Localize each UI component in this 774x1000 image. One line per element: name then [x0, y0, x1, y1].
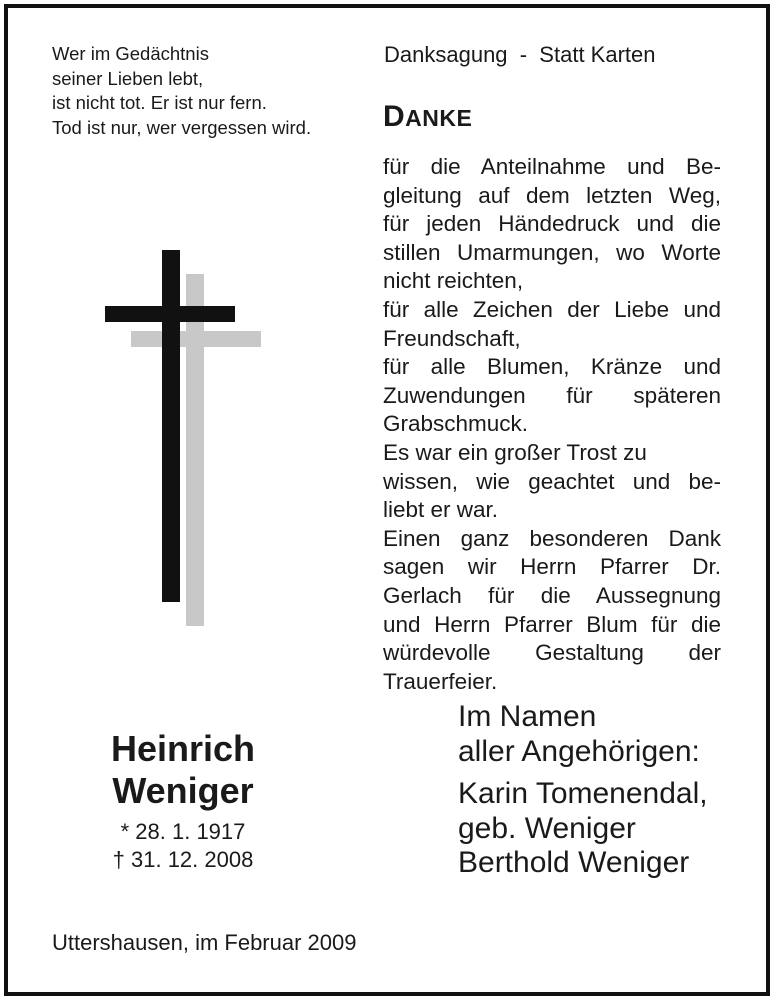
poem-line: seiner Lieben lebt,: [52, 67, 204, 89]
signature-line1: Im Namen: [458, 700, 597, 733]
signature-name: Berthold Weniger: [458, 846, 690, 879]
thanks-line: stillen Umarmungen, wo Worte: [383, 239, 721, 265]
thanks-line: für alle Blumen, Kränze und: [383, 354, 721, 380]
life-dates: [60, 818, 306, 874]
thanks-line: für alle Zeichen der Liebe und: [383, 296, 721, 322]
thanks-line: gleitung auf dem letzten Weg,: [383, 182, 721, 208]
thanks-line: für die Anteilnahme und Be-: [383, 154, 721, 179]
signature-block: [458, 700, 708, 881]
thanks-text: [383, 153, 721, 696]
thanks-line: liebt er war.: [383, 497, 499, 523]
danke-heading-rest: ANKE: [405, 105, 473, 131]
thanks-line: Einen ganz besonderen Dank: [383, 525, 721, 551]
memorial-poem: [52, 42, 311, 140]
place-date: Uttershausen, im Februar 2009: [52, 930, 357, 955]
shadow-cross-vertical: [186, 274, 204, 626]
signature-name: geb. Weniger: [458, 811, 636, 845]
thanks-line: würdevolle Gestaltung der: [383, 640, 721, 666]
thanks-line: Freundschaft,: [383, 325, 521, 351]
thanks-line: für jeden Händedruck und die: [383, 211, 721, 237]
thanks-line: Gerlach für die Aussegnung: [383, 582, 721, 608]
thanks-line: Grabschmuck.: [383, 411, 529, 437]
thanks-line: und Herrn Pfarrer Blum für die: [383, 611, 721, 637]
thanks-line: Trauerfeier.: [383, 668, 498, 694]
cross-icon-bar: [105, 306, 235, 322]
thanks-line: sagen wir Herrn Pfarrer Dr.: [383, 554, 721, 580]
signature-name: Karin Tomenendal,: [458, 777, 708, 810]
danke-heading-initial: D: [383, 100, 406, 133]
thanks-line: Zuwendungen für späteren: [383, 382, 721, 408]
thanks-line: wissen, wie geachtet und be-: [383, 468, 721, 494]
poem-line: Wer im Gedächtnis: [52, 43, 209, 64]
poem-line: ist nicht tot. Er ist nur fern.: [52, 92, 267, 113]
death-date: † 31. 12. 2008: [112, 847, 254, 872]
thanks-line: nicht reichten,: [383, 268, 524, 294]
danke-heading: [383, 100, 472, 134]
first-name: Heinrich: [110, 728, 256, 769]
cross-icon: [162, 250, 180, 602]
birth-date: * 28. 1. 1917: [120, 819, 246, 844]
thanks-line: Es war ein großer Trost zu: [383, 439, 647, 465]
last-name: Weniger: [112, 770, 254, 811]
shadow-cross-horizontal: [131, 331, 261, 347]
signature-line2: aller Angehörigen:: [458, 734, 700, 768]
poem-line: Tod ist nur, wer vergessen wird.: [52, 116, 312, 138]
deceased-name: [60, 728, 306, 812]
header-line: Danksagung - Statt Karten: [384, 42, 656, 67]
